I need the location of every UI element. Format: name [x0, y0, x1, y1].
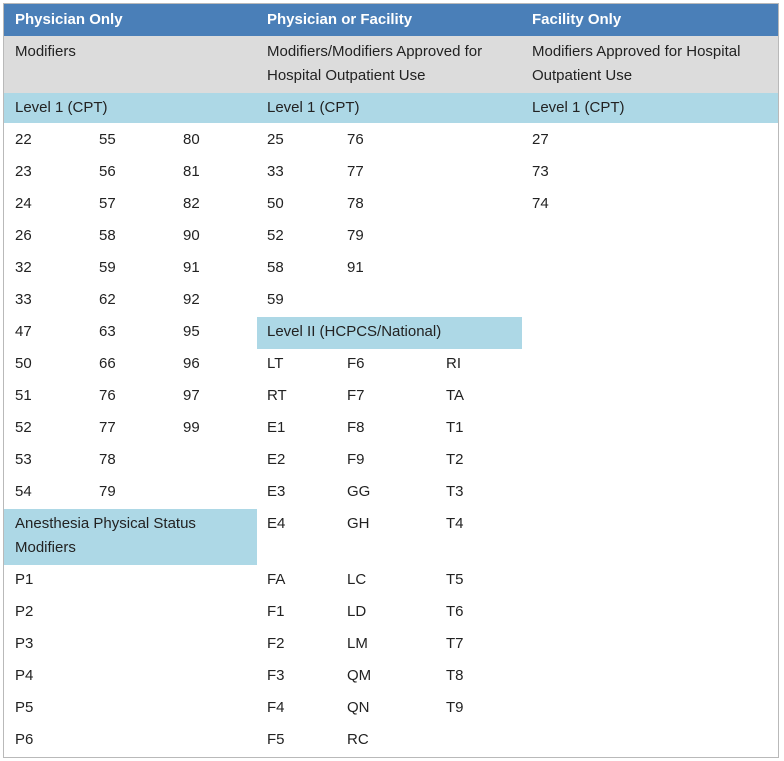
table-cell: FA: [267, 571, 286, 588]
table-cell: E3: [267, 483, 286, 500]
table-cell: F7: [347, 387, 365, 404]
table-cell: E4: [267, 515, 286, 532]
header-facility-only: Facility Only: [532, 11, 622, 28]
subheader-facility-only: Modifiers Approved for Hospital Outpatient Use: [532, 43, 741, 84]
table-cell: 66: [99, 355, 116, 372]
anesthesia-label: Anesthesia Physical Status Modifiers: [15, 515, 196, 556]
table-cell: 73: [532, 163, 549, 180]
table-cell: 58: [99, 227, 116, 244]
table-cell: 25: [267, 131, 284, 148]
table-cell: 80: [183, 131, 200, 148]
table-cell: 97: [183, 387, 200, 404]
table-cell: 24: [15, 195, 32, 212]
level1-bar: [4, 93, 778, 123]
table-cell: LM: [347, 635, 368, 652]
table-cell: 79: [347, 227, 364, 244]
table-cell: GG: [347, 483, 371, 500]
table-cell: 76: [347, 131, 364, 148]
table-cell: 79: [99, 483, 116, 500]
table-cell: 82: [183, 195, 200, 212]
level1-label-physician-only: Level 1 (CPT): [15, 99, 108, 116]
table-cell: 50: [15, 355, 32, 372]
level2-label: Level II (HCPCS/National): [267, 323, 442, 340]
table-cell: 91: [347, 259, 364, 276]
table-cell: QN: [347, 699, 370, 716]
table-cell: 78: [99, 451, 116, 468]
table-cell: 92: [183, 291, 200, 308]
table-cell: 58: [267, 259, 284, 276]
table-cell: 96: [183, 355, 200, 372]
table-cell: F5: [267, 731, 285, 748]
table-cell: F6: [347, 355, 365, 372]
table-cell: RC: [347, 731, 369, 748]
table-cell: 54: [15, 483, 32, 500]
table-cell: 33: [15, 291, 32, 308]
subheader-physician-only: Modifiers: [15, 43, 76, 60]
table-cell: 63: [99, 323, 116, 340]
table-cell: F3: [267, 667, 285, 684]
table-cell: 53: [15, 451, 32, 468]
table-cell: 26: [15, 227, 32, 244]
table-cell: 91: [183, 259, 200, 276]
table-cell: F2: [267, 635, 285, 652]
table-cell: 78: [347, 195, 364, 212]
table-cell: P5: [15, 699, 34, 716]
subheader-physician-or-facility: Modifiers/Modifiers Approved for Hospital Outpatient Use: [267, 43, 483, 84]
table-cell: LD: [347, 603, 367, 620]
table-cell: P3: [15, 635, 34, 652]
table-cell: 99: [183, 419, 200, 436]
table-cell: 50: [267, 195, 284, 212]
table-cell: 77: [99, 419, 116, 436]
table-cell: 32: [15, 259, 32, 276]
table-cell: E1: [267, 419, 286, 436]
table-cell: P2: [15, 603, 34, 620]
table-cell: F8: [347, 419, 365, 436]
table-cell: 90: [183, 227, 200, 244]
table-cell: 95: [183, 323, 200, 340]
table-cell: 22: [15, 131, 32, 148]
table-cell: T3: [446, 483, 464, 500]
table-cell: QM: [347, 667, 372, 684]
table-cell: T1: [446, 419, 464, 436]
table-cell: 74: [532, 195, 549, 212]
table-cell: P1: [15, 571, 34, 588]
table-cell: T2: [446, 451, 464, 468]
level1-label-physician-or-facility: Level 1 (CPT): [267, 99, 360, 116]
table-cell: 81: [183, 163, 200, 180]
table-cell: 51: [15, 387, 32, 404]
level1-label-facility-only: Level 1 (CPT): [532, 99, 625, 116]
table-cell: T7: [446, 635, 464, 652]
table-cell: 52: [15, 419, 32, 436]
table-cell: LC: [347, 571, 367, 588]
table-cell: 57: [99, 195, 116, 212]
table-cell: T5: [446, 571, 464, 588]
table-cell: 77: [347, 163, 364, 180]
table-cell: 27: [532, 131, 549, 148]
table-cell: GH: [347, 515, 370, 532]
table-cell: 56: [99, 163, 116, 180]
table-cell: T9: [446, 699, 464, 716]
table-cell: 62: [99, 291, 116, 308]
table-cell: RT: [267, 387, 287, 404]
table-cell: T8: [446, 667, 464, 684]
table-cell: TA: [446, 387, 465, 404]
table-cell: LT: [267, 355, 284, 372]
table-cell: T6: [446, 603, 464, 620]
table-cell: F1: [267, 603, 285, 620]
table-cell: 23: [15, 163, 32, 180]
table-cell: 55: [99, 131, 116, 148]
table-cell: 76: [99, 387, 116, 404]
header-physician-only: Physician Only: [15, 11, 123, 28]
table-cell: 52: [267, 227, 284, 244]
table-cell: RI: [446, 355, 461, 372]
table-cell: T4: [446, 515, 464, 532]
table-cell: P4: [15, 667, 34, 684]
table-cell: F9: [347, 451, 365, 468]
table-cell: 59: [267, 291, 284, 308]
header-physician-or-facility: Physician or Facility: [267, 11, 413, 28]
table-cell: F4: [267, 699, 285, 716]
table-cell: E2: [267, 451, 286, 468]
table-cell: 47: [15, 323, 32, 340]
table-cell: P6: [15, 731, 34, 748]
table-cell: 59: [99, 259, 116, 276]
table-cell: 33: [267, 163, 284, 180]
